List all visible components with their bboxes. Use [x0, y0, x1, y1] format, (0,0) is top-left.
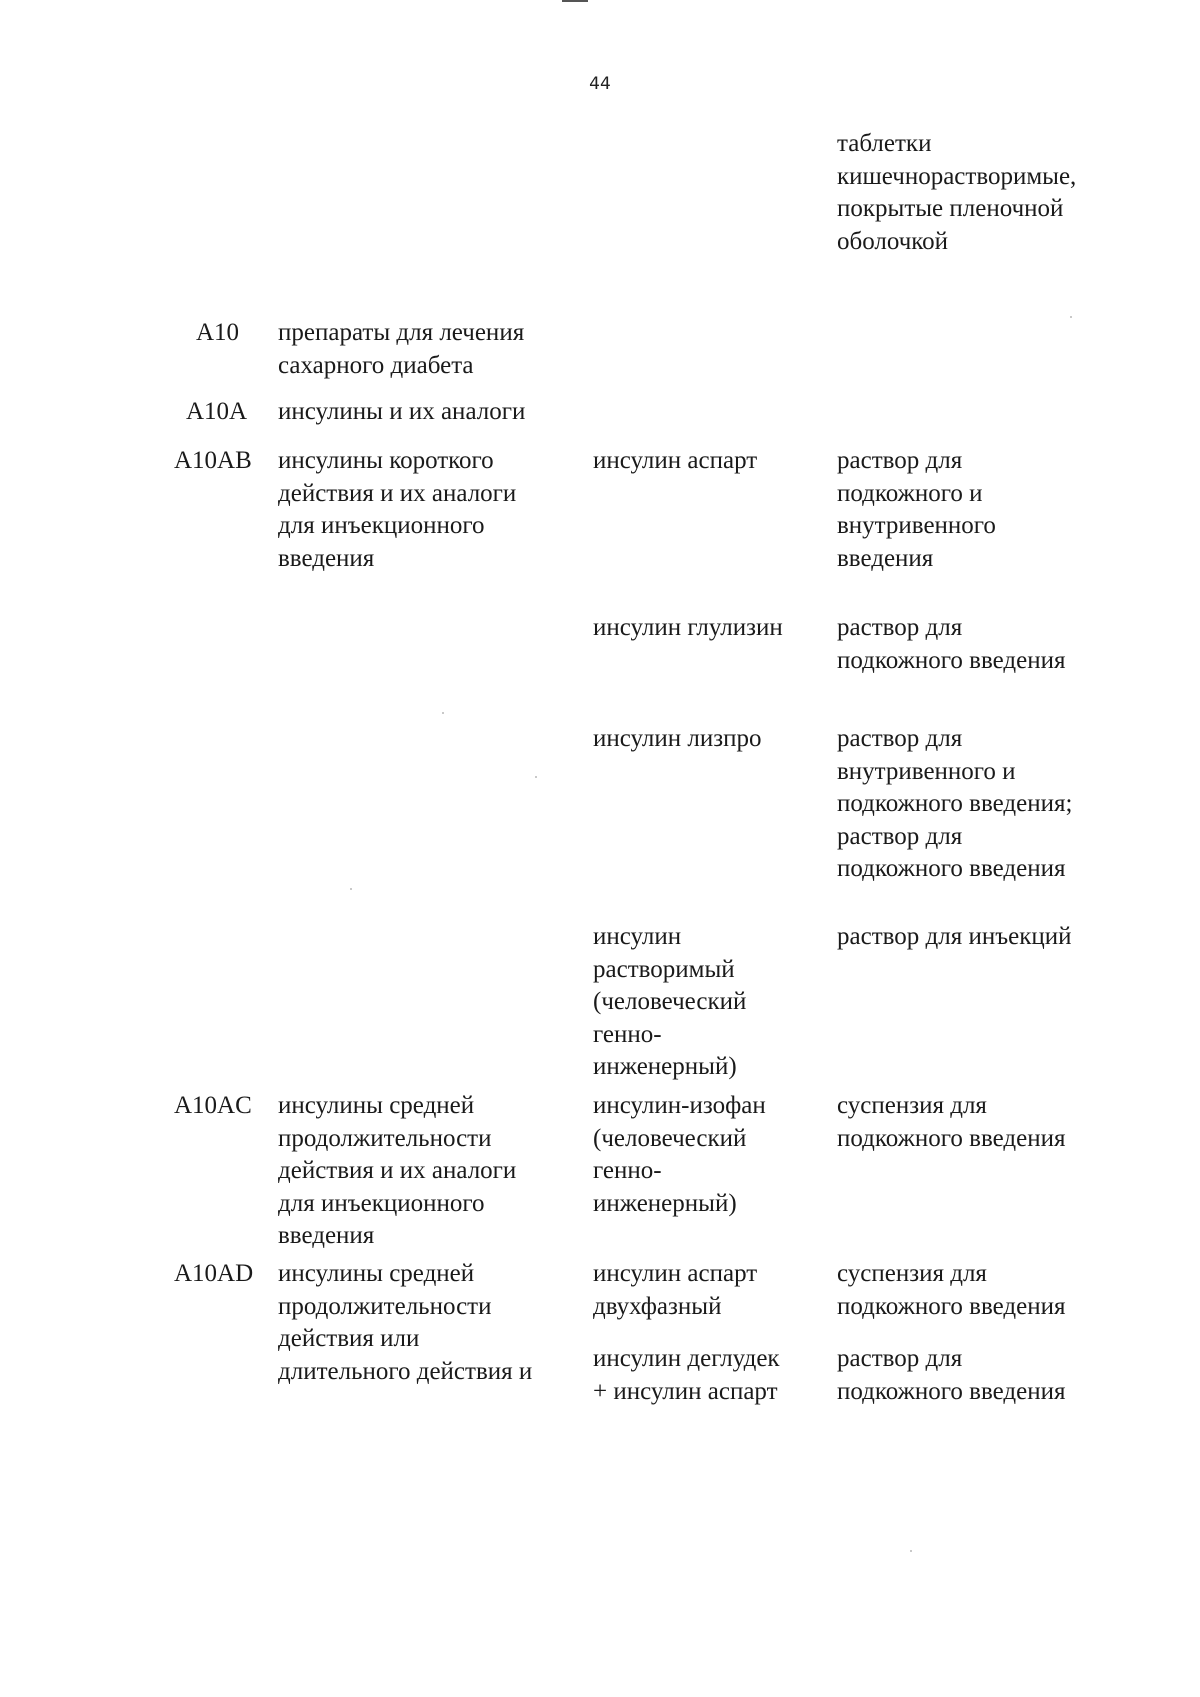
atc-code-a10a: A10A: [186, 398, 248, 425]
atc-name-a10ac: инсулины средней продолжительности действия и их аналоги для инъекционного введения: [278, 1092, 517, 1249]
atc-code-a10ad: A10AD: [174, 1260, 254, 1287]
form-insulin-soluble: раствор для инъекций: [837, 923, 1072, 950]
form-insulin-glulisine: раствор для подкожного введения: [837, 614, 1066, 674]
drug-insulin-degludec-aspart: инсулин деглудек + инсулин аспарт: [593, 1345, 780, 1405]
form-insulin-isophane: суспензия для подкожного введения: [837, 1092, 1066, 1152]
scan-speck: [442, 712, 444, 714]
carryover-dosage-form: таблетки кишечнорастворимые, покрытые пленочной оболочкой: [837, 130, 1077, 255]
form-insulin-aspart-biphasic: суспензия для подкожного введения: [837, 1260, 1066, 1320]
atc-name-a10ab: инсулины короткого действия и их аналоги для инъекционного введения: [278, 447, 517, 572]
drug-insulin-soluble: инсулин растворимый (человеческий генно- инженерный): [593, 923, 747, 1080]
atc-code-a10: A10: [196, 319, 240, 346]
atc-name-a10a: инсулины и их аналоги: [278, 398, 526, 425]
drug-insulin-glulisine: инсулин глулизин: [593, 614, 783, 641]
atc-name-a10ad: инсулины средней продолжительности действия или длительного действия и: [278, 1260, 533, 1385]
drug-insulin-aspart-biphasic: инсулин аспарт двухфазный: [593, 1260, 758, 1320]
scan-speck: [535, 776, 537, 778]
form-insulin-degludec-aspart: раствор для подкожного введения: [837, 1345, 1066, 1405]
drug-insulin-lispro: инсулин лизпро: [593, 725, 762, 752]
drug-insulin-aspart: инсулин аспарт: [593, 447, 758, 474]
form-insulin-aspart: раствор для подкожного и внутривенного введения: [837, 447, 996, 572]
scan-speck: [910, 1550, 912, 1552]
atc-code-a10ab: A10AB: [174, 447, 252, 474]
scan-speck: [350, 888, 352, 890]
scan-speck: [1070, 316, 1072, 318]
atc-name-a10: препараты для лечения сахарного диабета: [278, 319, 525, 379]
page-number: 44: [589, 74, 611, 94]
atc-code-a10ac: A10AC: [174, 1092, 252, 1119]
form-insulin-lispro: раствор для внутривенного и подкожного введения; раствор для подкожного введения: [837, 725, 1073, 882]
scan-edge-mark: [562, 0, 588, 2]
drug-insulin-isophane: инсулин-изофан (человеческий генно- инженерный): [593, 1092, 766, 1217]
